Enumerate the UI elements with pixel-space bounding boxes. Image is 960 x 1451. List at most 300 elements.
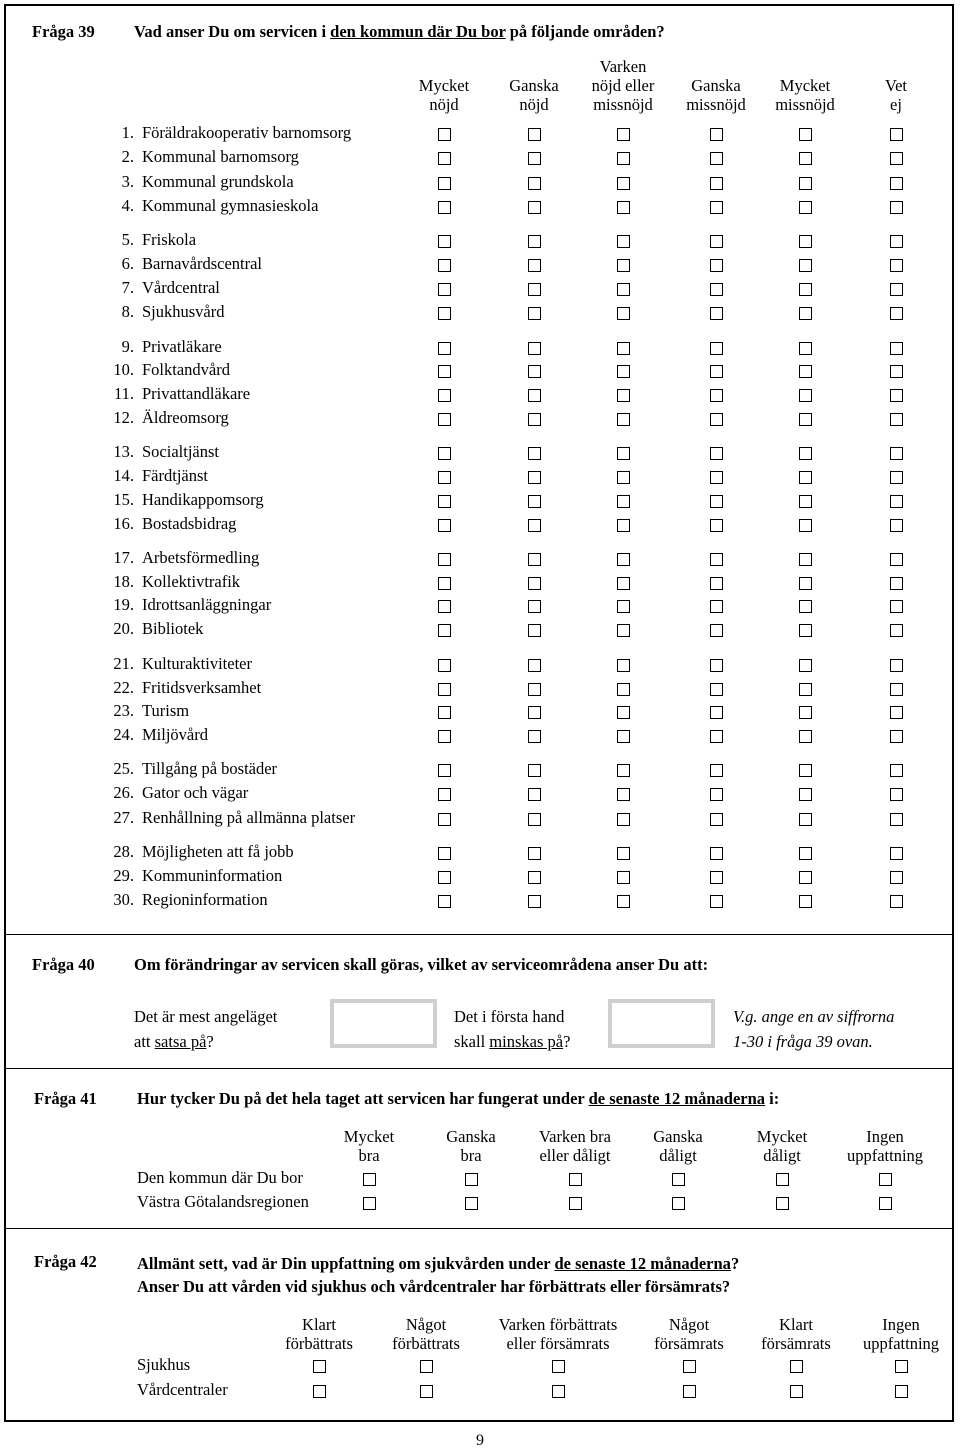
checkbox[interactable]: [617, 730, 630, 743]
checkbox[interactable]: [710, 519, 723, 532]
checkbox[interactable]: [890, 177, 903, 190]
checkbox[interactable]: [438, 201, 451, 214]
checkbox[interactable]: [776, 1197, 789, 1210]
checkbox[interactable]: [438, 389, 451, 402]
checkbox[interactable]: [438, 553, 451, 566]
checkbox[interactable]: [528, 152, 541, 165]
checkbox[interactable]: [363, 1197, 376, 1210]
checkbox[interactable]: [879, 1173, 892, 1186]
checkbox[interactable]: [799, 283, 812, 296]
column-header-line: nöjd: [429, 95, 459, 114]
column-header-line: Något: [405, 1315, 447, 1334]
checkbox[interactable]: [890, 201, 903, 214]
checkbox[interactable]: [683, 1385, 696, 1398]
checkbox[interactable]: [799, 177, 812, 190]
row-label: [110, 759, 277, 779]
column-header-line: dåligt: [659, 1146, 697, 1165]
checkbox[interactable]: [799, 553, 812, 566]
checkbox[interactable]: [617, 871, 630, 884]
row-text: Handikappomsorg: [142, 490, 264, 509]
q40-increase-label: Det är mest angeläget att satsa på?: [134, 1007, 278, 1051]
checkbox[interactable]: [672, 1173, 685, 1186]
checkbox[interactable]: [710, 283, 723, 296]
checkbox[interactable]: [890, 730, 903, 743]
checkbox[interactable]: [438, 788, 451, 801]
checkbox[interactable]: [528, 389, 541, 402]
row-number: 21.: [113, 654, 134, 673]
checkbox[interactable]: [895, 1360, 908, 1373]
checkbox[interactable]: [799, 659, 812, 672]
checkbox[interactable]: [438, 706, 451, 719]
checkbox[interactable]: [710, 342, 723, 355]
checkbox[interactable]: [799, 683, 812, 696]
checkbox[interactable]: [438, 624, 451, 637]
q39-question: Vad anser Du om servicen i den kommun där Du bor på följande områden?: [134, 22, 665, 41]
row-number: 12.: [113, 408, 134, 427]
row-text: Folktandvård: [142, 360, 230, 379]
checkbox[interactable]: [799, 624, 812, 637]
checkbox[interactable]: [890, 600, 903, 613]
checkbox[interactable]: [799, 471, 812, 484]
checkbox[interactable]: [617, 706, 630, 719]
row-text: Friskola: [142, 230, 197, 249]
checkbox[interactable]: [890, 624, 903, 637]
checkbox[interactable]: [617, 895, 630, 908]
checkbox[interactable]: [617, 659, 630, 672]
row-text: Fritidsverksamhet: [142, 678, 262, 697]
checkbox[interactable]: [438, 895, 451, 908]
checkbox[interactable]: [799, 788, 812, 801]
row-number: 1.: [121, 123, 134, 142]
checkbox[interactable]: [710, 895, 723, 908]
checkbox[interactable]: [569, 1197, 582, 1210]
checkbox[interactable]: [890, 764, 903, 777]
row-number: 13.: [113, 442, 134, 461]
checkbox[interactable]: [528, 259, 541, 272]
checkbox[interactable]: [890, 235, 903, 248]
row-number: 9.: [121, 337, 134, 356]
checkbox[interactable]: [710, 659, 723, 672]
checkbox[interactable]: [890, 283, 903, 296]
checkbox[interactable]: [617, 413, 630, 426]
checkbox[interactable]: [710, 706, 723, 719]
checkbox[interactable]: [438, 152, 451, 165]
row-text: Äldreomsorg: [142, 408, 229, 427]
checkbox[interactable]: [890, 706, 903, 719]
checkbox[interactable]: [617, 847, 630, 860]
column-header-line: Ganska: [446, 1127, 496, 1146]
checkbox[interactable]: [710, 235, 723, 248]
checkbox[interactable]: [528, 600, 541, 613]
checkbox[interactable]: [799, 871, 812, 884]
row-text: Möjligheten att få jobb: [142, 842, 294, 861]
row-text: Privattandläkare: [142, 384, 251, 403]
checkbox[interactable]: [890, 683, 903, 696]
checkbox[interactable]: [528, 307, 541, 320]
row-number: 19.: [113, 595, 134, 614]
checkbox[interactable]: [799, 389, 812, 402]
row-label: [110, 842, 294, 862]
column-header-line: Klart: [779, 1315, 813, 1334]
checkbox[interactable]: [617, 600, 630, 613]
checkbox[interactable]: [890, 128, 903, 141]
checkbox[interactable]: [799, 342, 812, 355]
row-text: Regioninformation: [142, 890, 268, 909]
column-header-line: försämrats: [654, 1334, 724, 1353]
row-label: Sjukhus: [137, 1355, 191, 1374]
row-number: 28.: [113, 842, 134, 861]
column-header-line: uppfattning: [862, 1334, 940, 1353]
column-header-line: Klart: [302, 1315, 336, 1334]
checkbox[interactable]: [799, 577, 812, 590]
checkbox[interactable]: [569, 1173, 582, 1186]
checkbox[interactable]: [528, 342, 541, 355]
column-header-line: Varken: [599, 57, 647, 76]
row-label: [110, 890, 268, 910]
checkbox[interactable]: [617, 152, 630, 165]
checkbox[interactable]: [617, 128, 630, 141]
checkbox[interactable]: [710, 259, 723, 272]
checkbox[interactable]: [799, 307, 812, 320]
column-header-line: [836, 57, 956, 76]
checkbox[interactable]: [890, 895, 903, 908]
row-number: 22.: [113, 678, 134, 697]
checkbox[interactable]: [799, 600, 812, 613]
checkbox[interactable]: [799, 495, 812, 508]
checkbox[interactable]: [683, 1360, 696, 1373]
row-text: Bostadsbidrag: [142, 514, 237, 533]
checkbox[interactable]: [799, 365, 812, 378]
checkbox[interactable]: [799, 413, 812, 426]
checkbox[interactable]: [790, 1360, 803, 1373]
row-label: [110, 654, 252, 674]
checkbox[interactable]: [552, 1385, 565, 1398]
checkbox[interactable]: [710, 730, 723, 743]
checkbox[interactable]: [790, 1385, 803, 1398]
checkbox[interactable]: [313, 1360, 326, 1373]
checkbox[interactable]: [617, 365, 630, 378]
checkbox[interactable]: [710, 600, 723, 613]
row-label: [110, 254, 262, 274]
checkbox[interactable]: [710, 201, 723, 214]
row-number: 4.: [121, 196, 134, 215]
checkbox[interactable]: [799, 259, 812, 272]
q39-number: Fråga 39: [32, 22, 95, 41]
checkbox[interactable]: [438, 659, 451, 672]
checkbox[interactable]: [710, 871, 723, 884]
column-header-line: bra: [460, 1146, 482, 1165]
checkbox[interactable]: [799, 895, 812, 908]
checkbox[interactable]: [528, 235, 541, 248]
checkbox[interactable]: [528, 577, 541, 590]
checkbox[interactable]: [890, 871, 903, 884]
checkbox[interactable]: [528, 495, 541, 508]
checkbox[interactable]: [890, 519, 903, 532]
q40-increase-answer-box[interactable]: [330, 999, 437, 1048]
checkbox[interactable]: [438, 577, 451, 590]
checkbox[interactable]: [420, 1385, 433, 1398]
checkbox[interactable]: [528, 871, 541, 884]
column-header-line: bra: [358, 1146, 380, 1165]
checkbox[interactable]: [528, 624, 541, 637]
row-text: Kommuninformation: [142, 866, 283, 885]
q40-number: Fråga 40: [32, 955, 95, 974]
checkbox[interactable]: [465, 1173, 478, 1186]
row-label: [110, 572, 240, 592]
checkbox[interactable]: [438, 283, 451, 296]
checkbox[interactable]: [617, 177, 630, 190]
checkbox[interactable]: [528, 128, 541, 141]
row-number: 27.: [113, 808, 134, 827]
checkbox[interactable]: [617, 683, 630, 696]
checkbox[interactable]: [799, 813, 812, 826]
checkbox[interactable]: [890, 365, 903, 378]
column-header: [351, 1315, 501, 1353]
row-label: [110, 360, 230, 380]
row-label: [110, 147, 299, 167]
row-text: Kommunal grundskola: [142, 172, 294, 191]
checkbox[interactable]: [890, 847, 903, 860]
checkbox[interactable]: [438, 519, 451, 532]
column-header-line: nöjd eller: [591, 76, 655, 95]
checkbox[interactable]: [890, 659, 903, 672]
checkbox[interactable]: [617, 788, 630, 801]
checkbox[interactable]: [617, 553, 630, 566]
checkbox[interactable]: [363, 1173, 376, 1186]
checkbox[interactable]: [617, 495, 630, 508]
checkbox[interactable]: [710, 813, 723, 826]
row-text: Tillgång på bostäder: [142, 759, 278, 778]
q40-question: Om förändringar av servicen skall göras, vilket av serviceområdena anser Du att:: [134, 955, 709, 974]
checkbox[interactable]: [890, 259, 903, 272]
row-number: 29.: [113, 866, 134, 885]
row-number: 25.: [113, 759, 134, 778]
checkbox[interactable]: [528, 413, 541, 426]
checkbox[interactable]: [528, 659, 541, 672]
row-number: 15.: [113, 490, 134, 509]
checkbox[interactable]: [799, 730, 812, 743]
row-label: [110, 808, 355, 828]
checkbox[interactable]: [890, 413, 903, 426]
checkbox[interactable]: [438, 128, 451, 141]
column-header-line: försämrats: [761, 1334, 831, 1353]
row-number: 26.: [113, 783, 134, 802]
checkbox[interactable]: [890, 152, 903, 165]
checkbox[interactable]: [710, 764, 723, 777]
checkbox[interactable]: [617, 471, 630, 484]
checkbox[interactable]: [710, 495, 723, 508]
checkbox[interactable]: [890, 495, 903, 508]
column-header-line: Ganska: [653, 1127, 703, 1146]
checkbox[interactable]: [799, 706, 812, 719]
page-number: 9: [476, 1432, 484, 1449]
checkbox[interactable]: [528, 553, 541, 566]
checkbox[interactable]: [672, 1197, 685, 1210]
checkbox[interactable]: [528, 895, 541, 908]
checkbox[interactable]: [438, 730, 451, 743]
checkbox[interactable]: [799, 847, 812, 860]
checkbox[interactable]: [438, 683, 451, 696]
checkbox[interactable]: [617, 624, 630, 637]
checkbox[interactable]: [799, 128, 812, 141]
checkbox[interactable]: [710, 447, 723, 460]
checkbox[interactable]: [528, 283, 541, 296]
checkbox[interactable]: [710, 177, 723, 190]
column-header-line: förbättrats: [392, 1334, 460, 1353]
checkbox[interactable]: [528, 764, 541, 777]
row-label: [110, 619, 203, 639]
checkbox[interactable]: [438, 495, 451, 508]
checkbox[interactable]: [528, 201, 541, 214]
row-text: Miljövård: [142, 725, 208, 744]
row-number: 8.: [121, 302, 134, 321]
row-text: Turism: [142, 701, 190, 720]
checkbox[interactable]: [799, 519, 812, 532]
row-text: Renhållning på allmänna platser: [142, 808, 356, 827]
checkbox[interactable]: [528, 447, 541, 460]
checkbox[interactable]: [313, 1385, 326, 1398]
checkbox[interactable]: [710, 413, 723, 426]
row-label: [110, 548, 259, 568]
checkbox[interactable]: [438, 342, 451, 355]
checkbox[interactable]: [710, 471, 723, 484]
row-number: 17.: [113, 548, 134, 567]
checkbox[interactable]: [528, 847, 541, 860]
row-text: Arbetsförmedling: [142, 548, 260, 567]
checkbox[interactable]: [617, 307, 630, 320]
checkbox[interactable]: [438, 235, 451, 248]
checkbox[interactable]: [890, 577, 903, 590]
checkbox[interactable]: [438, 764, 451, 777]
column-header: [826, 1315, 960, 1353]
row-number: 20.: [113, 619, 134, 638]
checkbox[interactable]: [617, 519, 630, 532]
checkbox[interactable]: [438, 447, 451, 460]
checkbox[interactable]: [438, 177, 451, 190]
checkbox[interactable]: [617, 201, 630, 214]
checkbox[interactable]: [528, 365, 541, 378]
row-text: Bibliotek: [142, 619, 204, 638]
checkbox[interactable]: [710, 577, 723, 590]
checkbox[interactable]: [617, 447, 630, 460]
row-text: Kulturaktiviteter: [142, 654, 252, 673]
checkbox[interactable]: [710, 307, 723, 320]
q40-instruction: V.g. ange en av siffrorna 1-30 i fråga 39 ovan.: [733, 1007, 895, 1051]
checkbox[interactable]: [528, 706, 541, 719]
checkbox[interactable]: [799, 764, 812, 777]
checkbox[interactable]: [552, 1360, 565, 1373]
checkbox[interactable]: [799, 152, 812, 165]
row-number: 18.: [113, 572, 134, 591]
row-text: Sjukhusvård: [142, 302, 225, 321]
checkbox[interactable]: [799, 235, 812, 248]
row-text: Färdtjänst: [142, 466, 208, 485]
column-header: [515, 1127, 635, 1165]
checkbox[interactable]: [438, 365, 451, 378]
checkbox[interactable]: [879, 1197, 892, 1210]
checkbox[interactable]: [528, 519, 541, 532]
checkbox[interactable]: [710, 128, 723, 141]
checkbox[interactable]: [438, 471, 451, 484]
checkbox[interactable]: [710, 152, 723, 165]
q40-decrease-answer-box[interactable]: [608, 999, 715, 1048]
checkbox[interactable]: [528, 813, 541, 826]
checkbox[interactable]: [438, 813, 451, 826]
checkbox[interactable]: [890, 553, 903, 566]
checkbox[interactable]: [890, 813, 903, 826]
checkbox[interactable]: [710, 389, 723, 402]
checkbox[interactable]: [438, 307, 451, 320]
checkbox[interactable]: [617, 259, 630, 272]
checkbox[interactable]: [890, 342, 903, 355]
checkbox[interactable]: [617, 577, 630, 590]
column-header-line: eller försämrats: [506, 1334, 610, 1353]
checkbox[interactable]: [799, 201, 812, 214]
checkbox[interactable]: [890, 447, 903, 460]
checkbox[interactable]: [710, 847, 723, 860]
row-label: [110, 490, 264, 510]
checkbox[interactable]: [528, 730, 541, 743]
checkbox[interactable]: [890, 471, 903, 484]
checkbox[interactable]: [528, 471, 541, 484]
checkbox[interactable]: [710, 553, 723, 566]
checkbox[interactable]: [420, 1360, 433, 1373]
row-number: 11.: [113, 384, 134, 403]
row-label: [110, 337, 222, 357]
checkbox[interactable]: [438, 847, 451, 860]
checkbox[interactable]: [617, 764, 630, 777]
row-label: [110, 595, 271, 615]
checkbox[interactable]: [617, 342, 630, 355]
checkbox[interactable]: [710, 365, 723, 378]
checkbox[interactable]: [710, 683, 723, 696]
checkbox[interactable]: [617, 389, 630, 402]
row-number: 24.: [113, 725, 134, 744]
row-text: Kommunal barnomsorg: [142, 147, 299, 166]
checkbox[interactable]: [890, 788, 903, 801]
checkbox[interactable]: [438, 259, 451, 272]
checkbox[interactable]: [776, 1173, 789, 1186]
checkbox[interactable]: [890, 307, 903, 320]
checkbox[interactable]: [438, 871, 451, 884]
checkbox[interactable]: [890, 389, 903, 402]
row-label: [110, 196, 318, 216]
checkbox[interactable]: [710, 788, 723, 801]
checkbox[interactable]: [617, 235, 630, 248]
row-label: Västra Götalandsregionen: [137, 1192, 309, 1211]
column-header-line: Ganska: [509, 76, 559, 95]
checkbox[interactable]: [528, 177, 541, 190]
column-header-line: ej: [890, 95, 902, 114]
checkbox[interactable]: [438, 413, 451, 426]
q41-question: Hur tycker Du på det hela taget att servicen har fungerat under de senaste 12 månaderna i:: [137, 1089, 780, 1108]
column-header-line: Vet: [885, 76, 907, 95]
checkbox[interactable]: [465, 1197, 478, 1210]
checkbox[interactable]: [528, 788, 541, 801]
checkbox[interactable]: [438, 600, 451, 613]
checkbox[interactable]: [799, 447, 812, 460]
checkbox[interactable]: [895, 1385, 908, 1398]
row-text: Idrottsanläggningar: [142, 595, 272, 614]
column-header: [825, 1127, 945, 1165]
row-label: [110, 514, 236, 534]
checkbox[interactable]: [528, 683, 541, 696]
checkbox[interactable]: [617, 283, 630, 296]
checkbox[interactable]: [710, 624, 723, 637]
column-header-line: Mycket: [343, 1127, 395, 1146]
column-header: [483, 1315, 633, 1353]
checkbox[interactable]: [617, 813, 630, 826]
